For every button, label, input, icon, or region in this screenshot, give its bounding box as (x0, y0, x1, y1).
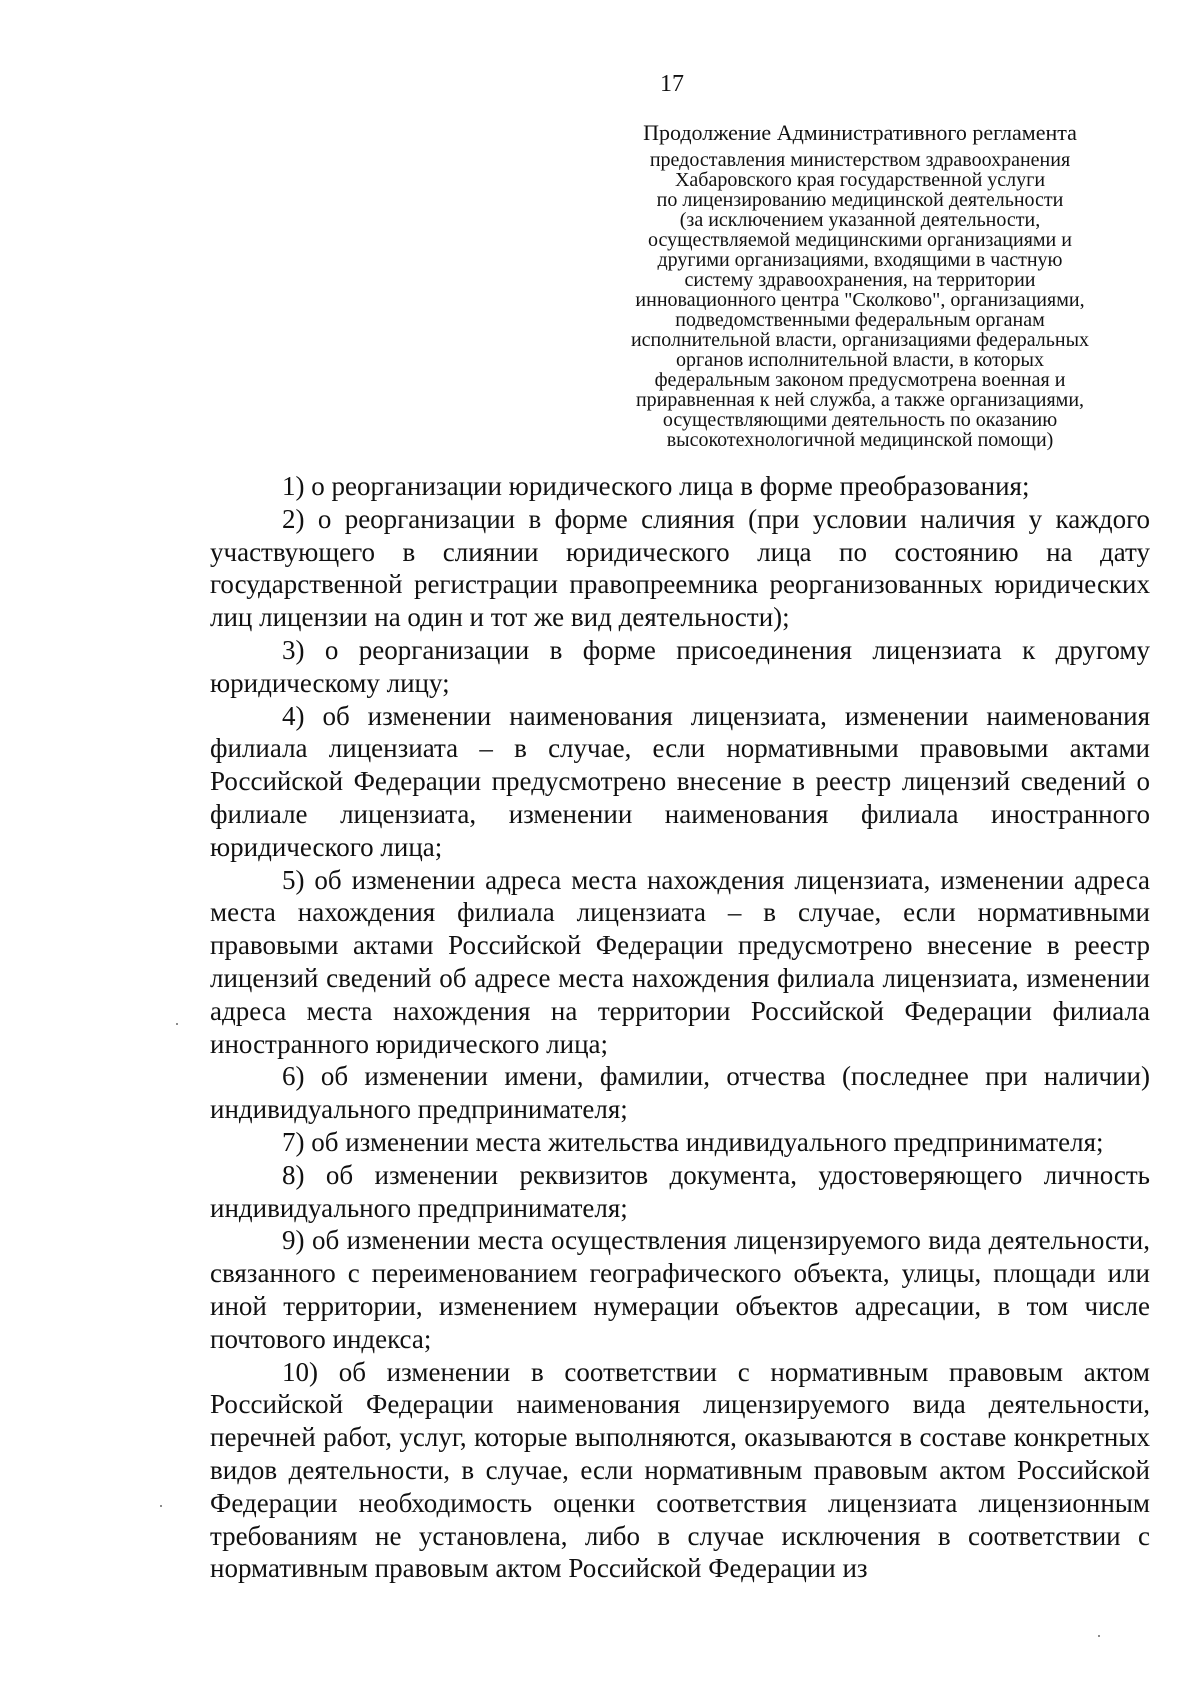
list-item-paragraph: 2) о реорганизации в форме слияния (при условии наличия у каждого участвующего в слиянии юридического лица по состоянию на дату государственной регистрации правопреемника реорганизованных юридических лиц лицензии на один и тот же вид деятельности); (210, 503, 1150, 633)
regulation-header (580, 122, 1140, 450)
list-item-paragraph: 5) об изменении адреса места нахождения лицензиата, изменении адреса места нахождения филиала лицензиата – в случае, если нормативными правовыми актами Российской Федерации предусмотрено внесение в реестр лицензий сведений об адресе места нахождения филиала лицензиата, изменении адреса места нахождения на территории Российской Федерации филиала иностранного юридического лица; (210, 864, 1150, 1059)
header-line: по лицензированию медицинской деятельности (656, 189, 1064, 211)
list-item-paragraph: 4) об изменении наименования лицензиата, изменении наименования филиала лицензиата – в случае, если нормативными правовыми актами Российской Федерации предусмотрено внесение в реестр лицензий сведений о филиале лицензиата, изменении наименования филиала иностранного юридического лица; (210, 700, 1150, 862)
header-line: федеральным законом предусмотрена военная и (654, 369, 1066, 391)
list-item-paragraph: 1) о реорганизации юридического лица в форме преобразования; (282, 471, 1030, 501)
document-body (210, 470, 1150, 1585)
header-line: приравненная к ней служба, а также организациями, (635, 389, 1085, 411)
header-line: (за исключением указанной деятельности, (679, 209, 1041, 231)
header-line: осуществляемой медицинскими организациями и (648, 229, 1072, 251)
header-line: предоставления министерством здравоохранения (649, 149, 1071, 171)
header-line: высокотехнологичной медицинской помощи) (666, 429, 1054, 451)
header-line: подведомственными федеральным органам (675, 309, 1045, 331)
list-item-paragraph: 9) об изменении места осуществления лицензируемого вида деятельности, связанного с переименованием географического объекта, улицы, площади или иной территории, изменением нумерации объектов адресации, в том числе почтового индекса; (210, 1225, 1150, 1354)
header-line: исполнительной власти, организациями федеральных (630, 329, 1090, 351)
scan-speck (160, 1505, 162, 1507)
list-item-paragraph: 3) о реорганизации в форме присоединения лицензиата к другому юридическому лицу; (210, 634, 1150, 698)
scan-speck (176, 1023, 178, 1025)
header-line: осуществляющими деятельность по оказанию (662, 409, 1058, 431)
header-line: систему здравоохранения, на территории (684, 269, 1036, 291)
header-line: Хабаровского края государственной услуги (674, 169, 1046, 191)
list-item-paragraph: 6) об изменении имени, фамилии, отчества (последнее при наличии) индивидуального предпринимателя; (210, 1061, 1150, 1125)
header-line: другими организациями, входящими в частную (657, 249, 1063, 271)
list-item-paragraph: 7) об изменении места жительства индивидуального предпринимателя; (282, 1126, 1104, 1157)
list-item-paragraph: 8) об изменении реквизитов документа, удостоверяющего личность индивидуального предпринимателя; (210, 1159, 1150, 1223)
header-line: органов исполнительной власти, в которых (676, 349, 1044, 371)
header-line: инновационного центра "Сколково", организациями, (635, 289, 1085, 311)
header-line: Продолжение Административного регламента (643, 120, 1077, 145)
list-item-paragraph: 10) об изменении в соответствии с нормативным правовым актом Российской Федерации наименования лицензируемого вида деятельности, перечней работ, услуг, которые выполняются, оказываются в составе конкретных видов деятельности, в случае, если нормативным правовым актом Российской Федерации необходимость оценки соответствия лицензиата лицензионным требованиям не установлена, либо в случае исключения в соответствии с нормативным правовым актом Российской Федерации из (210, 1356, 1150, 1584)
page-number: 17 (660, 71, 684, 97)
scan-speck (1098, 1635, 1100, 1637)
